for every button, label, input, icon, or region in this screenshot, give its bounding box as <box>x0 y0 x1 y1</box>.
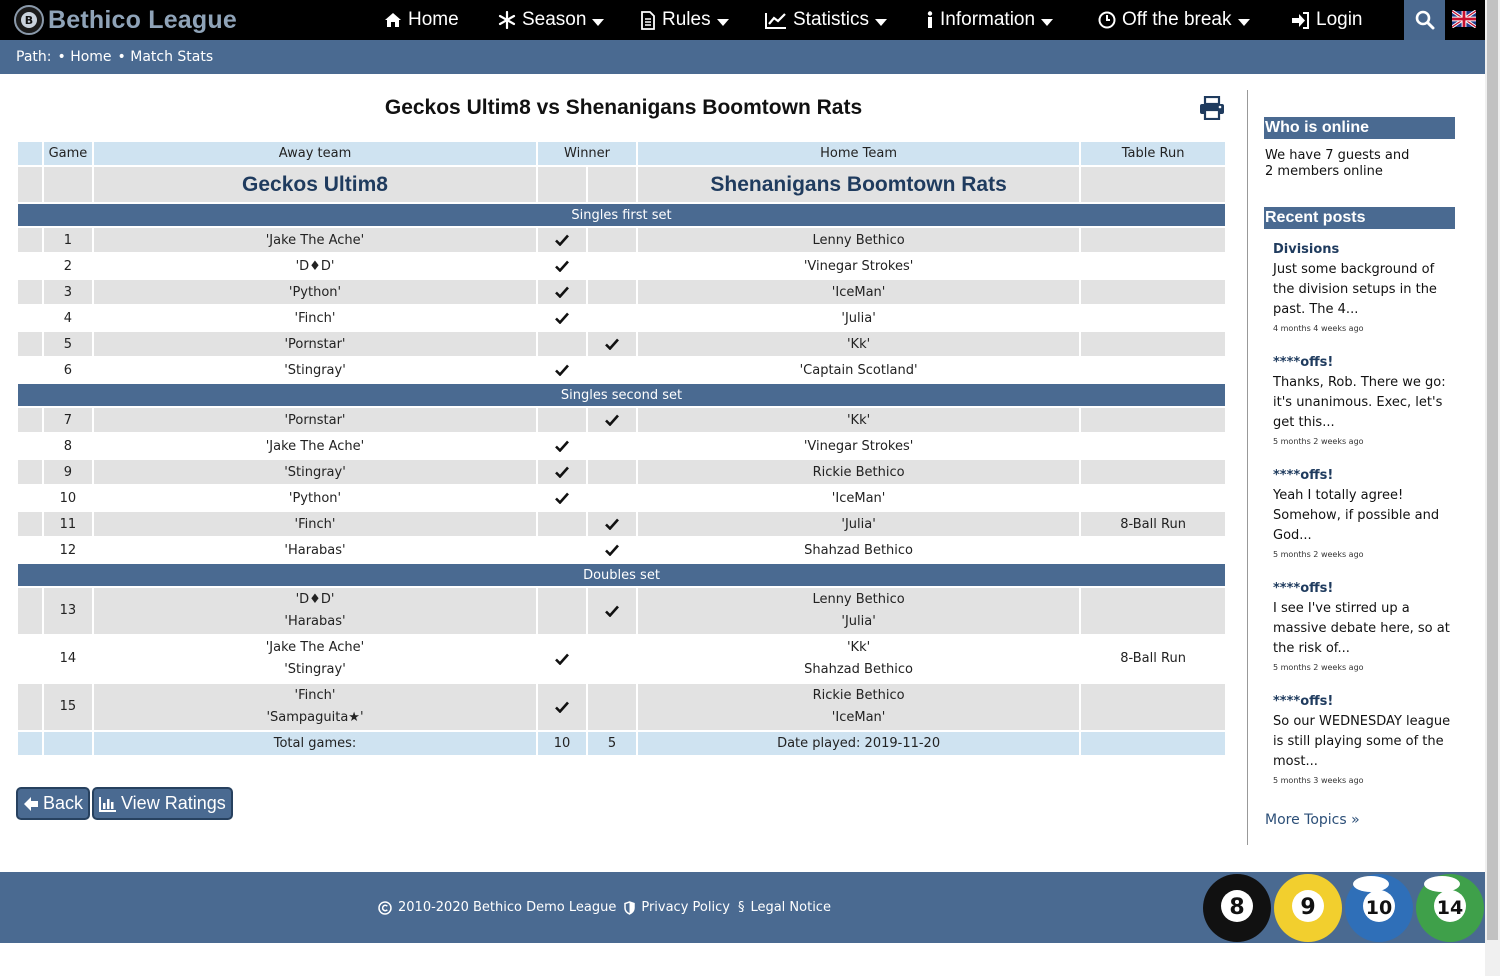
ball-number: 9 <box>1300 895 1316 920</box>
table-run-cell <box>1081 460 1225 484</box>
page-title: Geckos Ultim8 vs Shenanigans Boomtown Rats <box>384 96 863 119</box>
game-number: 4 <box>44 306 92 330</box>
home-player[interactable]: 'Kk' <box>846 412 871 428</box>
home-cell <box>638 408 1079 432</box>
table-row <box>18 332 1225 356</box>
away-player[interactable]: 'Pornstar' <box>284 412 346 428</box>
search-button[interactable] <box>1404 0 1445 40</box>
home-player-2[interactable]: Shahzad Bethico <box>804 662 913 677</box>
table-run-cell <box>1081 408 1225 432</box>
home-player-2[interactable]: 'Julia' <box>841 614 876 629</box>
chevron-down-icon <box>1238 19 1250 26</box>
home-winner-cell <box>588 636 636 682</box>
home-cell <box>638 636 1079 682</box>
home-player[interactable]: 'Vinegar Strokes' <box>803 258 914 274</box>
game-number: 1 <box>44 228 92 252</box>
document-icon <box>640 11 656 30</box>
home-player-1[interactable]: 'Kk' <box>846 640 871 655</box>
billiard-ball-9-icon <box>1274 874 1342 942</box>
table-row <box>18 538 1225 562</box>
table-row <box>18 280 1225 304</box>
post-time: 4 months 4 weeks ago <box>1273 324 1364 333</box>
home-player[interactable]: 'Vinegar Strokes' <box>803 438 914 454</box>
checkmark-icon <box>605 605 619 617</box>
away-winner-cell <box>538 332 586 356</box>
away-cell <box>94 538 536 562</box>
away-player[interactable]: 'Jake The Ache' <box>265 438 365 454</box>
away-winner-cell <box>538 512 586 536</box>
line-chart-icon <box>765 12 787 29</box>
post-title[interactable]: ****offs! <box>1273 355 1334 370</box>
table-run-cell <box>1081 434 1225 458</box>
away-cell <box>94 512 536 536</box>
table-row <box>18 434 1225 458</box>
chevron-down-icon <box>875 19 887 26</box>
home-cell <box>638 332 1079 356</box>
post-time: 5 months 2 weeks ago <box>1273 437 1364 446</box>
online-count-text: We have 7 guests and 2 members online <box>1265 148 1410 179</box>
table-row <box>18 228 1225 252</box>
checkmark-icon <box>605 544 619 556</box>
table-row <box>18 254 1225 278</box>
nav-statistics[interactable]: Statistics <box>765 0 887 40</box>
checkmark-icon <box>555 286 569 298</box>
away-player-2[interactable]: 'Sampaguita★' <box>266 710 364 725</box>
home-winner-cell <box>588 684 636 730</box>
post-time: 5 months 3 weeks ago <box>1273 776 1364 785</box>
home-winner-cell <box>588 332 636 356</box>
away-winner-cell <box>538 280 586 304</box>
page-bottom-space <box>0 943 1485 976</box>
away-total-wins: 10 <box>538 732 586 755</box>
checkmark-icon <box>605 338 619 350</box>
section-title: Doubles set <box>18 564 1225 586</box>
home-player[interactable]: 'IceMan' <box>831 284 886 300</box>
away-cell <box>94 588 536 634</box>
away-player[interactable]: 'D♦D' <box>295 258 335 274</box>
away-player[interactable]: 'Jake The Ache' <box>265 232 365 248</box>
header-game: Game <box>44 142 92 165</box>
away-player[interactable]: 'Stingray' <box>284 464 346 480</box>
section-title: Singles second set <box>18 384 1225 406</box>
home-cell <box>638 486 1079 510</box>
ball-number: 14 <box>1436 897 1464 919</box>
away-winner-cell <box>538 408 586 432</box>
post-excerpt: Thanks, Rob. There we go: it's unanimous. Exec, let's get this... <box>1273 375 1446 430</box>
home-cell <box>638 358 1079 382</box>
home-winner-cell <box>588 538 636 562</box>
nav-information[interactable]: Information <box>926 0 1053 40</box>
away-cell <box>94 332 536 356</box>
ball-number: 10 <box>1365 897 1393 919</box>
post-title[interactable]: ****offs! <box>1273 581 1334 596</box>
section-sign-icon: § <box>737 900 745 915</box>
away-player-2[interactable]: 'Stingray' <box>284 662 346 677</box>
home-icon <box>384 12 402 28</box>
away-cell <box>94 358 536 382</box>
recent-post <box>1273 693 1453 785</box>
game-number: 13 <box>44 588 92 634</box>
checkmark-icon <box>555 440 569 452</box>
home-winner-cell <box>588 228 636 252</box>
sign-in-icon <box>1291 12 1310 29</box>
table-run-cell <box>1081 684 1225 730</box>
home-player[interactable]: Shahzad Bethico <box>804 542 913 558</box>
home-team-name[interactable]: Shenanigans Boomtown Rats <box>638 167 1079 202</box>
checkmark-icon <box>605 518 619 530</box>
scrollbar-thumb[interactable] <box>1487 0 1498 940</box>
table-row <box>18 460 1225 484</box>
table-row <box>18 358 1225 382</box>
breadcrumb-home[interactable]: • Home <box>57 49 112 65</box>
section-header-singles-first <box>18 204 1225 226</box>
post-excerpt: So our WEDNESDAY league is still playing some of the most... <box>1273 714 1451 769</box>
chevron-down-icon <box>592 19 604 26</box>
recent-posts-heading: Recent posts <box>1264 207 1455 229</box>
away-player[interactable]: 'Harabas' <box>284 542 346 558</box>
billiard-ball-10-icon <box>1345 874 1413 942</box>
away-winner-cell <box>538 588 586 634</box>
table-run-cell <box>1081 306 1225 330</box>
view-ratings-button[interactable]: View Ratings <box>92 787 233 820</box>
away-cell <box>94 460 536 484</box>
date-played: Date played: 2019-11-20 <box>638 732 1079 755</box>
table-run-cell <box>1081 254 1225 278</box>
home-winner-cell <box>588 486 636 510</box>
more-topics-link[interactable]: More Topics » <box>1265 812 1360 828</box>
table-run-cell: 8-Ball Run <box>1081 636 1225 682</box>
away-cell <box>94 636 536 682</box>
nav-rules[interactable]: Rules <box>640 0 729 40</box>
recent-post <box>1273 580 1453 672</box>
home-cell <box>638 460 1079 484</box>
post-excerpt: Just some background of the division setups in the past. The 4... <box>1273 262 1437 317</box>
table-run-cell <box>1081 332 1225 356</box>
header-table-run: Table Run <box>1081 142 1225 165</box>
privacy-policy-link[interactable]: Privacy Policy <box>641 900 730 915</box>
table-run-cell <box>1081 486 1225 510</box>
brand-name: Bethico League <box>48 5 237 34</box>
game-number: 11 <box>44 512 92 536</box>
home-cell <box>638 306 1079 330</box>
billiard-ball-8-icon <box>1203 874 1271 942</box>
home-cell <box>638 588 1079 634</box>
home-cell <box>638 254 1079 278</box>
away-winner-cell <box>538 306 586 330</box>
game-number: 6 <box>44 358 92 382</box>
table-row <box>18 512 1225 536</box>
home-winner-cell <box>588 358 636 382</box>
away-winner-cell <box>538 434 586 458</box>
home-player[interactable]: Rickie Bethico <box>812 464 905 480</box>
away-player[interactable]: 'Stingray' <box>284 362 346 378</box>
home-winner-cell <box>588 460 636 484</box>
home-winner-cell <box>588 280 636 304</box>
checkmark-icon <box>555 701 569 713</box>
game-number: 10 <box>44 486 92 510</box>
totals-row <box>18 732 1225 755</box>
home-winner-cell <box>588 512 636 536</box>
game-number: 2 <box>44 254 92 278</box>
search-icon <box>1415 10 1435 30</box>
home-player[interactable]: Lenny Bethico <box>812 232 905 248</box>
copyright-icon <box>378 901 392 915</box>
clock-icon <box>1098 11 1116 29</box>
away-winner-cell <box>538 636 586 682</box>
checkmark-icon <box>605 414 619 426</box>
away-winner-cell <box>538 460 586 484</box>
footer-links <box>378 872 831 943</box>
who-is-online-heading: Who is online <box>1264 117 1455 139</box>
checkmark-icon <box>555 364 569 376</box>
brand-logo: B <box>14 5 44 35</box>
recent-post <box>1273 241 1453 333</box>
away-player[interactable]: 'Finch' <box>294 310 336 326</box>
checkmark-icon <box>555 466 569 478</box>
post-title[interactable]: ****offs! <box>1273 468 1334 483</box>
away-player[interactable]: 'Pornstar' <box>284 336 346 352</box>
post-excerpt: I see I've stirred up a massive debate here, so at the risk of... <box>1273 601 1450 656</box>
uk-flag-icon[interactable] <box>1452 10 1476 28</box>
info-icon <box>926 11 934 29</box>
away-cell <box>94 306 536 330</box>
nav-off-the-break[interactable]: Off the break <box>1098 0 1250 40</box>
away-player-1[interactable]: 'D♦D' <box>295 592 335 607</box>
away-winner-cell <box>538 358 586 382</box>
home-cell <box>638 512 1079 536</box>
nav-season[interactable]: Season <box>498 0 604 40</box>
table-row <box>18 684 1225 730</box>
top-navbar <box>0 0 1485 40</box>
checkmark-icon <box>555 234 569 246</box>
bar-chart-icon <box>99 796 117 812</box>
away-winner-cell <box>538 228 586 252</box>
game-number: 14 <box>44 636 92 682</box>
chevron-down-icon <box>717 19 729 26</box>
away-player[interactable]: 'Python' <box>288 490 342 506</box>
home-player[interactable]: 'Julia' <box>841 310 876 326</box>
post-time: 5 months 2 weeks ago <box>1273 550 1364 559</box>
away-player-2[interactable]: 'Harabas' <box>284 614 346 629</box>
table-header-row <box>18 142 1225 165</box>
away-player[interactable]: 'Finch' <box>294 516 336 532</box>
chevron-down-icon <box>1041 19 1053 26</box>
post-time: 5 months 2 weeks ago <box>1273 663 1364 672</box>
away-winner-cell <box>538 538 586 562</box>
copyright-text: 2010-2020 Bethico Demo League <box>398 900 617 915</box>
checkmark-icon <box>555 492 569 504</box>
breadcrumb-current[interactable]: • Match Stats <box>117 49 214 65</box>
team-names-row <box>18 167 1225 202</box>
away-cell <box>94 228 536 252</box>
back-button[interactable]: Back <box>16 787 90 820</box>
table-run-cell <box>1081 358 1225 382</box>
away-cell <box>94 434 536 458</box>
away-winner-cell <box>538 684 586 730</box>
checkmark-icon <box>555 312 569 324</box>
recent-post <box>1273 467 1453 559</box>
snowflake-icon <box>498 11 516 29</box>
home-cell <box>638 280 1079 304</box>
home-cell <box>638 538 1079 562</box>
post-title[interactable]: ****offs! <box>1273 694 1334 709</box>
table-run-cell <box>1081 228 1225 252</box>
billiard-ball-14-icon <box>1416 874 1484 942</box>
home-player-1[interactable]: Lenny Bethico <box>812 592 905 607</box>
table-row <box>18 306 1225 330</box>
away-cell <box>94 486 536 510</box>
header-away-team: Away team <box>94 142 536 165</box>
home-player[interactable]: 'Captain Scotland' <box>799 362 918 378</box>
home-cell <box>638 228 1079 252</box>
sidebar-divider <box>1247 90 1248 845</box>
table-run-cell: 8-Ball Run <box>1081 512 1225 536</box>
nav-home[interactable]: Home <box>384 0 459 40</box>
away-cell <box>94 254 536 278</box>
table-row <box>18 408 1225 432</box>
header-home-team: Home Team <box>638 142 1079 165</box>
home-total-wins: 5 <box>588 732 636 755</box>
arrow-left-icon <box>23 796 39 812</box>
home-player[interactable]: 'IceMan' <box>831 490 886 506</box>
away-player-1[interactable]: 'Jake The Ache' <box>265 640 365 655</box>
game-number: 5 <box>44 332 92 356</box>
ball-number: 8 <box>1229 895 1245 920</box>
game-number: 3 <box>44 280 92 304</box>
table-row <box>18 636 1225 682</box>
table-row <box>18 486 1225 510</box>
post-title[interactable]: Divisions <box>1273 242 1340 257</box>
away-winner-cell <box>538 254 586 278</box>
print-icon[interactable] <box>1199 96 1225 120</box>
game-number: 15 <box>44 684 92 730</box>
home-winner-cell <box>588 434 636 458</box>
header-winner: Winner <box>538 142 636 165</box>
table-row <box>18 588 1225 634</box>
brand[interactable] <box>14 5 237 35</box>
home-player-1[interactable]: Rickie Bethico <box>812 688 905 703</box>
checkmark-icon <box>555 653 569 665</box>
home-winner-cell <box>588 254 636 278</box>
table-run-cell <box>1081 538 1225 562</box>
game-number: 8 <box>44 434 92 458</box>
game-number: 7 <box>44 408 92 432</box>
total-games-label: Total games: <box>94 732 536 755</box>
breadcrumb-label: Path: <box>16 49 52 65</box>
home-winner-cell <box>588 588 636 634</box>
recent-post <box>1273 354 1453 446</box>
shield-icon <box>624 901 635 915</box>
checkmark-icon <box>555 260 569 272</box>
section-header-doubles <box>18 564 1225 586</box>
home-cell <box>638 434 1079 458</box>
section-title: Singles first set <box>18 204 1225 226</box>
match-stats-table <box>16 140 1227 757</box>
away-cell <box>94 408 536 432</box>
home-player-2[interactable]: 'IceMan' <box>831 710 886 725</box>
nav-login[interactable]: Login <box>1291 0 1363 40</box>
home-player[interactable]: 'Kk' <box>846 336 871 352</box>
away-player-1[interactable]: 'Finch' <box>294 688 336 703</box>
away-winner-cell <box>538 486 586 510</box>
game-number: 12 <box>44 538 92 562</box>
away-cell <box>94 684 536 730</box>
home-player[interactable]: 'Julia' <box>841 516 876 532</box>
table-run-cell <box>1081 280 1225 304</box>
table-run-cell <box>1081 588 1225 634</box>
away-cell <box>94 280 536 304</box>
home-winner-cell <box>588 306 636 330</box>
billiard-balls-decoration <box>1201 872 1485 943</box>
breadcrumb <box>0 40 1485 74</box>
game-number: 9 <box>44 460 92 484</box>
away-team-name[interactable]: Geckos Ultim8 <box>94 167 536 202</box>
section-header-singles-second <box>18 384 1225 406</box>
away-player[interactable]: 'Python' <box>288 284 342 300</box>
post-excerpt: Yeah I totally agree! Somehow, if possible and God... <box>1273 488 1440 543</box>
legal-notice-link[interactable]: Legal Notice <box>750 900 831 915</box>
home-cell <box>638 684 1079 730</box>
home-winner-cell <box>588 408 636 432</box>
